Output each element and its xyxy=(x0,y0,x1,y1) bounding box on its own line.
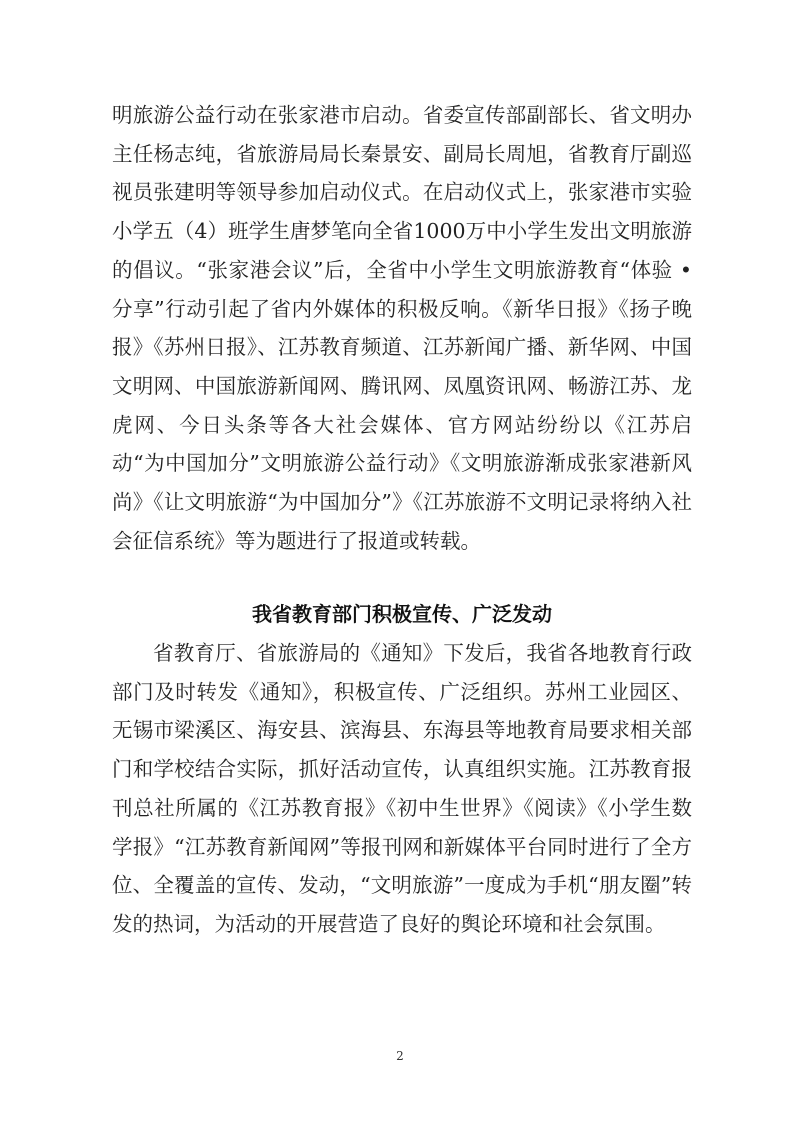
body-paragraph-2: 省教育厅、省旅游局的《通知》下发后，我省各地教育行政部门及时转发《通知》，积极宣传、广泛组织。苏州工业园区、无锡市梁溪区、海安县、滨海县、东海县等地教育局要求相关部门和学校结合实际，抓好活动宣传，认真组织实施。江苏教育报刊总社所属的《江苏教育报》《初中生世界》《阅读》《小学生数学报》“江苏教育新闻网”等报刊网和新媒体平台同时进行了全方位、全覆盖的宣传、发动，“文明旅游”一度成为手机“朋友圈”转发的热词，为活动的开展营造了良好的舆论环境和社会氛围。 xyxy=(112,641,692,936)
page-number: 2 xyxy=(396,1049,404,1063)
section-heading: 我省教育部门积极宣传、广泛发动 xyxy=(252,602,552,626)
body-paragraph-1: 明旅游公益行动在张家港市启动。省委宣传部副部长、省文明办主任杨志纯，省旅游局局长秦景安、副局长周旭，省教育厅副巡视员张建明等领导参加启动仪式。在启动仪式上，张家港市实验小学五（4）班学生唐梦笔向全省1000万中小学生发出文明旅游的倡议。“张家港会议”后，全省中小学生文明旅游教育“体验 • 分享”行动引起了省内外媒体的积极反响。《新华日报》《扬子晚报》《苏州日报》、江苏教育频道、江苏新闻广播、新华网、中国文明网、中国旅游新闻网、腾讯网、凤凰资讯网、畅游江苏、龙虎网、今日头条等各大社会媒体、官方网站纷纷以《江苏启动“为中国加分”文明旅游公益行动》《文明旅游渐成张家港新风尚》《让文明旅游“为中国加分”》《江苏旅游不文明记录将纳入社会征信系统》等为题进行了报道或转载。 xyxy=(112,103,692,553)
